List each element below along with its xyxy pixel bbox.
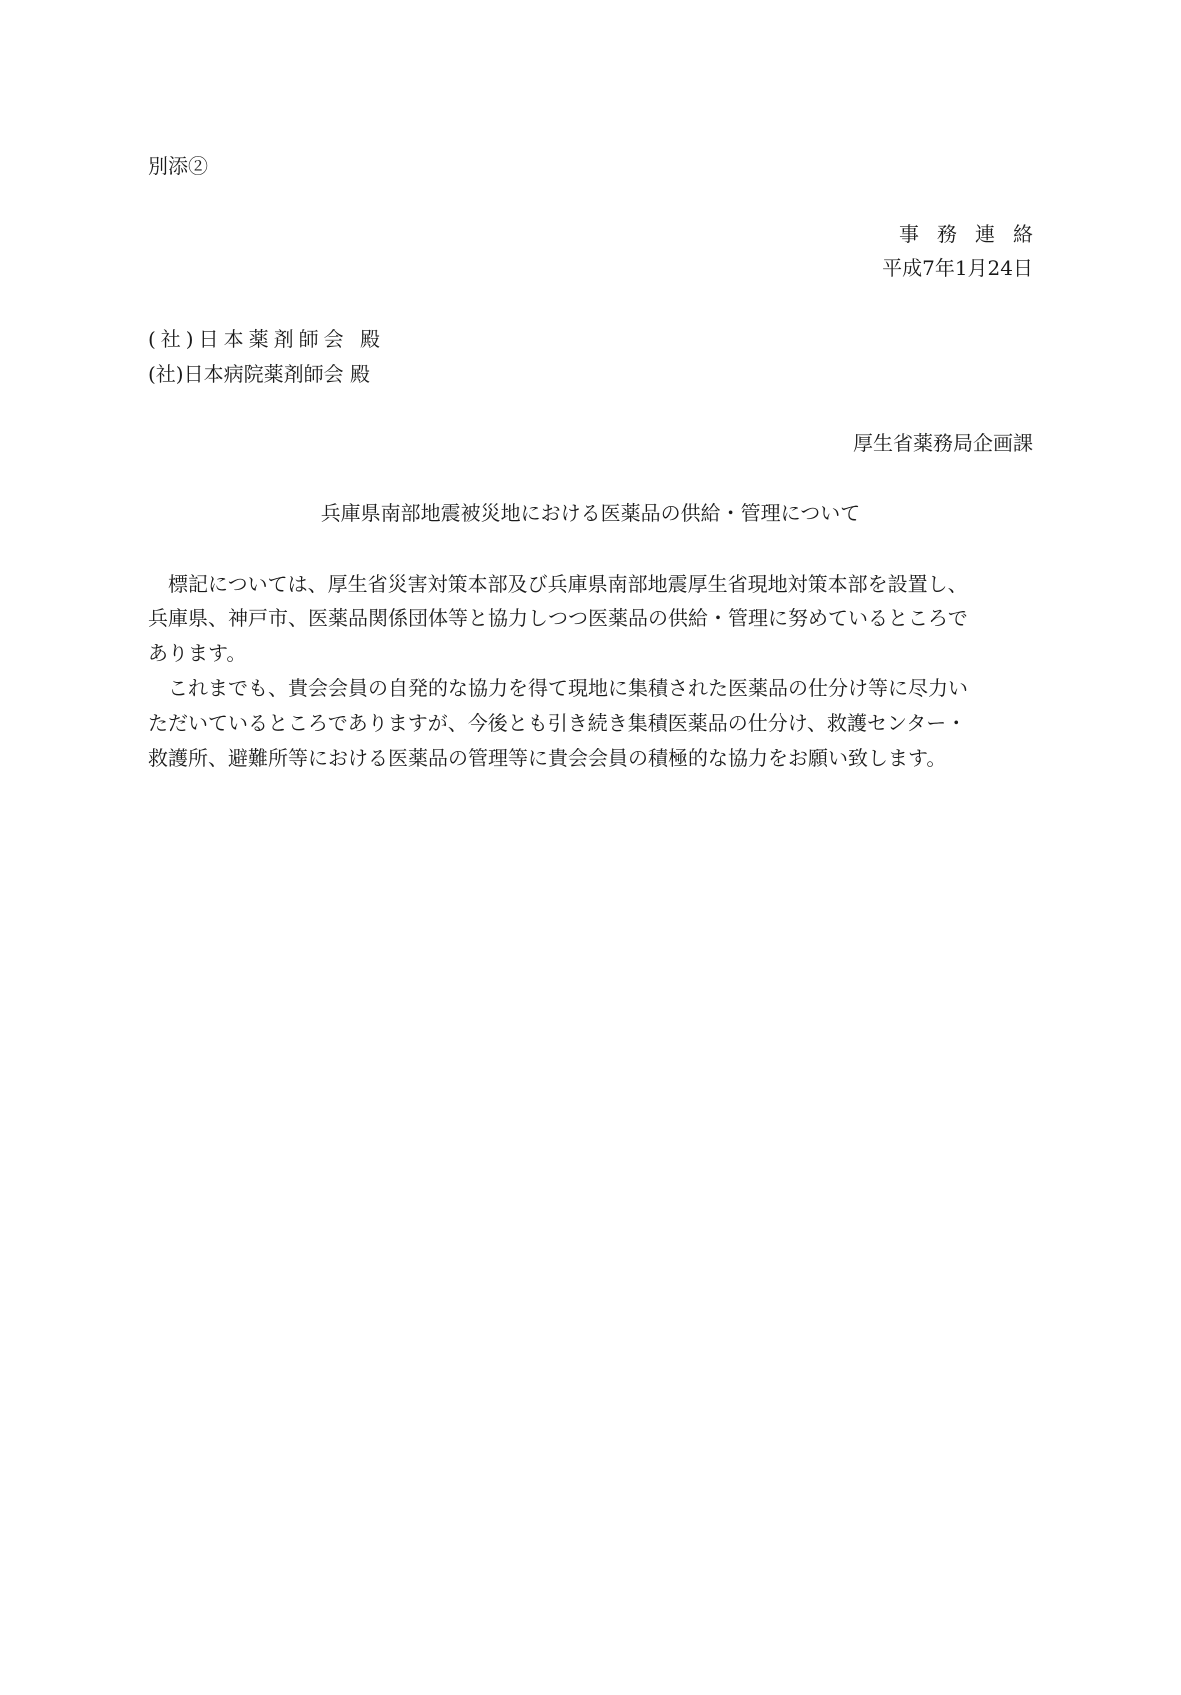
body-line: 救護所、避難所等における医薬品の管理等に貴会会員の積極的な協力をお願い致します。: [148, 746, 947, 770]
body-line: 標記については、厚生省災害対策本部及び兵庫県南部地震厚生省現地対策本部を設置し、: [148, 572, 968, 596]
attachment-label: 別添②: [148, 154, 208, 178]
addressee-2: (社)日本病院薬剤師会 殿: [148, 362, 370, 386]
document-date: 平成7年1月24日: [882, 256, 1033, 280]
addressee-1: (社)日本薬剤師会 殿: [148, 327, 385, 351]
body-line: ただいているところでありますが、今後とも引き続き集積医薬品の仕分け、救護センター・: [148, 711, 967, 735]
body-line: 兵庫県、神戸市、医薬品関係団体等と協力しつつ医薬品の供給・管理に努めているところで: [148, 606, 968, 630]
document-type: 事務連絡: [899, 222, 1051, 246]
body-line: これまでも、貴会会員の自発的な協力を得て現地に集積された医薬品の仕分け等に尽力い: [148, 676, 968, 700]
subject-title: 兵庫県南部地震被災地における医薬品の供給・管理について: [320, 501, 861, 525]
body-line: あります。: [148, 641, 247, 665]
sender: 厚生省薬務局企画課: [853, 431, 1033, 455]
